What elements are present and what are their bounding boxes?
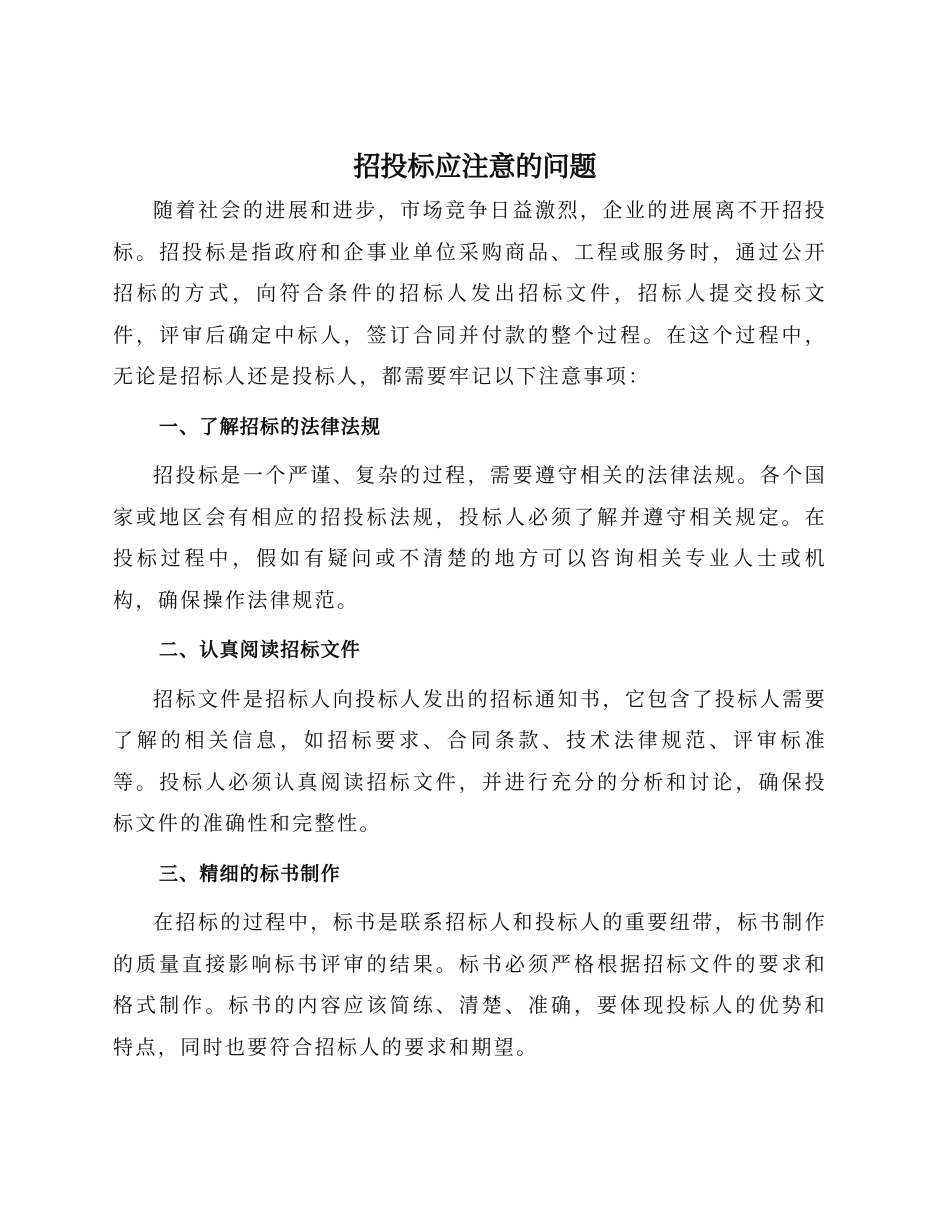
document-body [113, 190, 827, 1068]
section-heading-2: 二、认真阅读招标文件 [159, 639, 362, 661]
section-heading-3: 三、精细的标书制作 [159, 862, 341, 885]
section-heading-1: 一、了解招标的法律法规 [159, 415, 382, 438]
document-title: 招投标应注意的问题 [353, 152, 597, 183]
section-paragraph-3: 在招标的过程中，标书是联系招标人和投标人的重要纽带，标书制作的质量直接影响标书评审的结果。标书必须严格根据招标文件的要求和格式制作。标书的内容应该简练、清楚、准确，要体现投标人的优势和特点，同时也要符合招标人的要求和期望。 [113, 910, 827, 1059]
section-paragraph-2: 招标文件是招标人向投标人发出的招标通知书，它包含了投标人需要了解的相关信息，如招标要求、合同条款、技术法律规范、评审标准等。投标人必须认真阅读招标文件，并进行充分的分析和讨论，确保投标文件的准确性和完整性。 [113, 686, 827, 835]
intro-paragraph: 随着社会的进展和进步，市场竞争日益激烈，企业的进展离不开招投标。招投标是指政府和企事业单位采购商品、工程或服务时，通过公开招标的方式，向符合条件的招标人发出招标文件，招标人提交投标文件，评审后确定中标人，签订合同并付款的整个过程。在这个过程中，无论是招标人还是投标人，都需要牢记以下注意事项： [113, 198, 827, 388]
section-paragraph-1: 招投标是一个严谨、复杂的过程，需要遵守相关的法律法规。各个国家或地区会有相应的招投标法规，投标人必须了解并遵守相关规定。在投标过程中，假如有疑问或不清楚的地方可以咨询相关专业人士或机构，确保操作法律规范。 [113, 463, 827, 612]
